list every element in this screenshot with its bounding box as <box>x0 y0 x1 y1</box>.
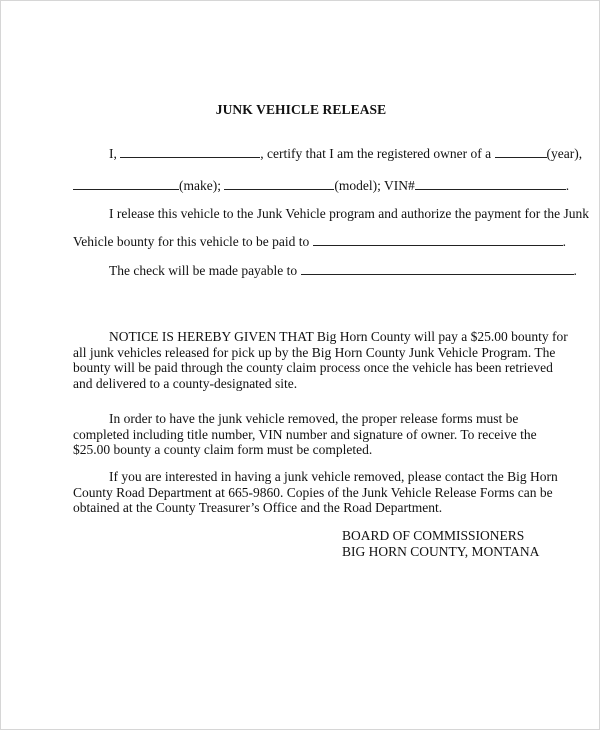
check-payable-line <box>109 263 577 279</box>
model-vin-label: (model); VIN# <box>334 178 415 193</box>
period: . <box>573 263 577 278</box>
period: . <box>562 234 566 249</box>
notice-paragraph: NOTICE IS HEREBY GIVEN THAT Big Horn County will pay a $25.00 bounty for all junk vehicles released for pick up by the Big Horn County Junk Vehicle Program. The bounty will be paid through the county claim process once the vehicle has been retrieved and delivered to a county-designated site. <box>73 329 568 391</box>
bounty-text: Vehicle bounty for this vehicle to be paid to <box>73 234 310 249</box>
model-blank[interactable] <box>224 178 334 190</box>
check-text: The check will be made payable to <box>109 263 298 278</box>
owner-certification-line <box>109 146 582 162</box>
period: . <box>565 178 570 193</box>
owner-name-blank[interactable] <box>120 146 260 158</box>
signature-board: BOARD OF COMMISSIONERS <box>342 528 525 543</box>
document-title: JUNK VEHICLE RELEASE <box>215 102 387 117</box>
release-statement-line: I release this vehicle to the Junk Vehicle program and authorize the payment for the Junk <box>109 206 589 221</box>
year-label: (year), <box>546 146 583 161</box>
removal-instructions-paragraph: In order to have the junk vehicle removed, the proper release forms must be completed including title number, VIN number and signature of owner. To receive the $25.00 bounty a county claim form must be completed. <box>73 411 537 458</box>
bounty-payee-line <box>73 234 566 250</box>
make-blank[interactable] <box>73 178 179 190</box>
year-blank[interactable] <box>495 146 547 158</box>
certify-text: , certify that I am the registered owner of a <box>260 146 492 161</box>
make-label: (make); <box>179 178 221 193</box>
vehicle-details-line <box>73 178 569 194</box>
bounty-payee-blank[interactable] <box>313 234 563 246</box>
contact-paragraph: If you are interested in having a junk vehicle removed, please contact the Big Horn County Road Department at 665-9860. Copies of the Junk Vehicle Release Forms can be obtained at the County Treasurer’s Office and the Road Department. <box>73 469 558 516</box>
vin-blank[interactable] <box>415 178 566 190</box>
check-payable-blank[interactable] <box>301 263 574 275</box>
signature-county: BIG HORN COUNTY, MONTANA <box>342 544 540 559</box>
prefix-text: I, <box>109 146 117 161</box>
